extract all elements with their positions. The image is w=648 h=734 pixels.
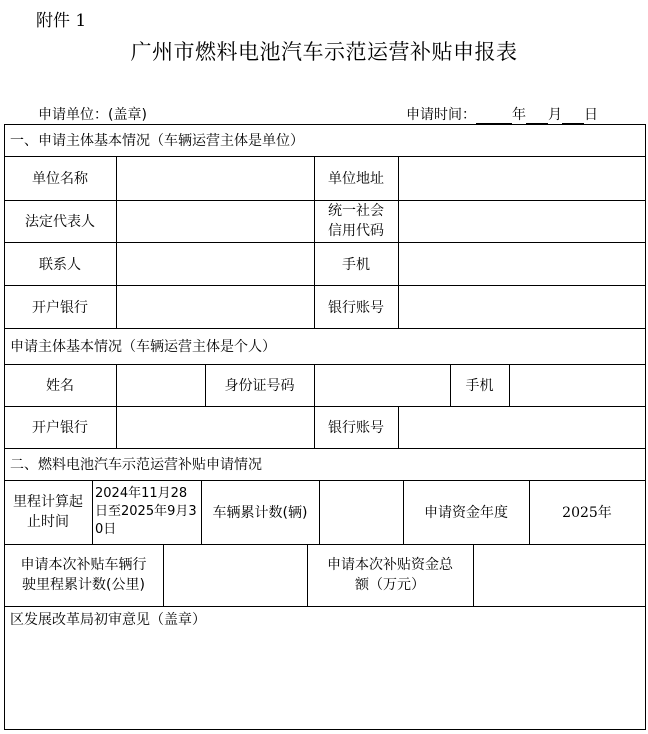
- unit-bank-field[interactable]: [117, 286, 313, 327]
- person-account-label: 银行账号: [328, 420, 384, 436]
- unit-address-field[interactable]: [399, 157, 644, 199]
- unit-account-field[interactable]: [399, 286, 644, 327]
- application-form-table: [4, 124, 646, 730]
- fund-year-value[interactable]: 2025年: [562, 505, 612, 521]
- person-account-field[interactable]: [399, 407, 644, 447]
- section2-heading: 二、燃料电池汽车示范运营补贴申请情况: [10, 457, 262, 473]
- mileage-total-field[interactable]: [164, 545, 306, 605]
- unit-address-label: 单位地址: [328, 171, 384, 187]
- person-mobile-label: 手机: [465, 378, 494, 394]
- month-label: 月: [548, 107, 562, 123]
- subsidy-total-label-line2: 额（万元）: [355, 577, 425, 593]
- year-label: 年: [512, 107, 526, 123]
- applicant-unit-label: 申请单位：(盖章): [38, 107, 147, 123]
- mileage-period-label-line1: 里程计算起: [13, 494, 83, 510]
- unit-name-field[interactable]: [117, 157, 313, 199]
- year-blank[interactable]: [476, 108, 512, 124]
- id-number-field[interactable]: [315, 365, 449, 405]
- vehicle-count-field[interactable]: [320, 481, 402, 543]
- credit-code-field[interactable]: [399, 201, 644, 241]
- apply-time-label: 申请时间：: [406, 107, 476, 123]
- vehicle-count-label: 车辆累计数(辆): [212, 505, 308, 521]
- unit-bank-label: 开户银行: [32, 299, 88, 316]
- mileage-period-label-line2: 止时间: [27, 514, 69, 530]
- opinion-heading: 区发展改革局初审意见（盖章）: [10, 612, 206, 628]
- credit-code-label: [314, 200, 398, 242]
- legal-rep-field[interactable]: [117, 201, 313, 241]
- subsidy-total-label-line1: 申请本次补贴资金总: [327, 557, 453, 573]
- unit-name-label: 单位名称: [32, 171, 88, 187]
- month-blank[interactable]: [526, 108, 548, 124]
- person-bank-label: 开户银行: [32, 420, 88, 436]
- contact-field[interactable]: [117, 243, 313, 284]
- person-mobile-field[interactable]: [510, 365, 644, 405]
- section1-heading: 一、申请主体基本情况（车辆运营主体是单位）: [10, 133, 304, 149]
- attachment-label: 附件 1: [36, 11, 87, 31]
- unit-account-label: 银行账号: [328, 299, 384, 316]
- person-name-label: 姓名: [46, 378, 74, 394]
- mileage-total-label: [4, 544, 163, 606]
- mileage-total-label-line1: 申请本次补贴车辆行: [20, 557, 147, 573]
- unit-mobile-field[interactable]: [399, 243, 644, 284]
- form-title: 广州市燃料电池汽车示范运营补贴申报表: [130, 40, 518, 64]
- id-number-label: 身份证号码: [224, 378, 295, 394]
- unit-mobile-label: 手机: [342, 256, 370, 273]
- day-label: 日: [584, 107, 598, 123]
- subsidy-total-label: [307, 544, 473, 606]
- subsidy-total-field[interactable]: [474, 545, 644, 605]
- person-bank-field[interactable]: [117, 407, 313, 447]
- mileage-total-label-line2: 驶里程累计数(公里): [22, 577, 145, 593]
- mileage-period-label: [4, 480, 92, 544]
- opinion-field[interactable]: [5, 632, 645, 728]
- credit-code-label-line1: 统一社会: [328, 203, 384, 219]
- apply-time: [406, 104, 598, 124]
- person-name-field[interactable]: [117, 365, 204, 405]
- fund-year-label: 申请资金年度: [424, 505, 508, 521]
- credit-code-label-line2: 信用代码: [328, 223, 384, 239]
- person-section-heading: 申请主体基本情况（车辆运营主体是个人）: [10, 339, 276, 355]
- legal-rep-label: 法定代表人: [25, 214, 95, 230]
- contact-label: 联系人: [39, 256, 81, 273]
- day-blank[interactable]: [562, 108, 584, 124]
- mileage-period-value[interactable]: 2024年11月28日至2025年9月30日: [95, 486, 197, 537]
